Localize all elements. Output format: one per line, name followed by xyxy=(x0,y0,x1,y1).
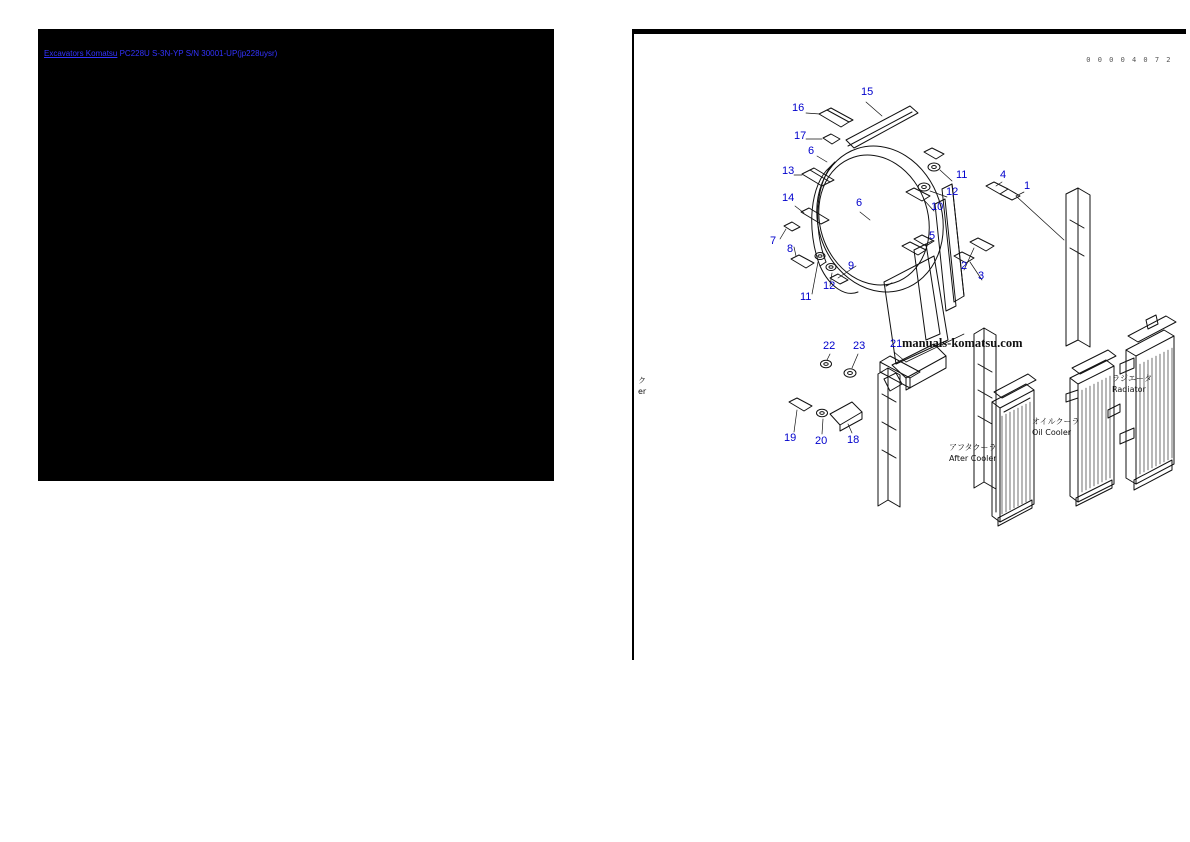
callout-1: 1 xyxy=(1024,180,1031,192)
callout-23: 23 xyxy=(853,340,866,352)
parts-diagram-panel xyxy=(632,29,1186,660)
oil-cooler-label-en: Oil Cooler xyxy=(1032,427,1072,437)
breadcrumb xyxy=(44,49,277,58)
oil-cooler-label-jp: オイルクーラ xyxy=(1032,417,1080,426)
callout-13: 13 xyxy=(782,165,795,177)
callout-11-left: 11 xyxy=(800,291,812,303)
callout-12-left: 12 xyxy=(823,280,836,292)
breadcrumb-link-excavators-komatsu[interactable]: Excavators Komatsu xyxy=(44,49,118,58)
callout-10: 10 xyxy=(931,201,944,213)
watermark-text: manuals-komatsu.com xyxy=(902,336,1023,350)
callout-5: 5 xyxy=(929,230,936,242)
callout-14: 14 xyxy=(782,192,795,204)
callout-6-upper: 6 xyxy=(808,145,815,157)
callout-6-lower: 6 xyxy=(856,197,863,209)
callout-22: 22 xyxy=(823,340,836,352)
callout-4: 4 xyxy=(1000,169,1007,181)
callout-8: 8 xyxy=(787,243,794,255)
callout-3: 3 xyxy=(978,270,985,282)
breadcrumb-model-text: PC228U S-3N-YP S/N 30001-UP(jp228uysr) xyxy=(117,49,278,58)
clipped-label-jp: ク xyxy=(638,376,646,385)
callout-12-right: 12 xyxy=(946,186,959,198)
after-cooler-label-jp: アフタクーラ xyxy=(949,443,997,452)
clipped-label-en: er xyxy=(638,386,647,396)
callout-20: 20 xyxy=(815,435,828,447)
callout-7: 7 xyxy=(770,235,777,247)
clipped-label xyxy=(638,376,646,398)
callout-9: 9 xyxy=(848,260,855,272)
after-cooler-label-en: After Cooler xyxy=(949,453,997,463)
radiator-label-jp: ラジエータ xyxy=(1112,374,1152,383)
radiator-label-en: Radiator xyxy=(1112,384,1146,394)
radiator-label xyxy=(1112,374,1152,396)
diagram-code: 0 0 0 0 4 0 7 2 xyxy=(1086,56,1172,64)
oil-cooler-label xyxy=(1032,417,1079,439)
callout-18: 18 xyxy=(847,434,860,446)
callout-21: 21 xyxy=(890,338,903,350)
after-cooler-label xyxy=(949,443,997,465)
viewer-panel xyxy=(38,29,554,481)
callout-15: 15 xyxy=(861,86,874,98)
callout-11-right: 11 xyxy=(956,169,968,181)
callout-16: 16 xyxy=(792,102,805,114)
callout-17: 17 xyxy=(794,130,807,142)
callout-19: 19 xyxy=(784,432,797,444)
callout-2: 2 xyxy=(961,260,968,272)
